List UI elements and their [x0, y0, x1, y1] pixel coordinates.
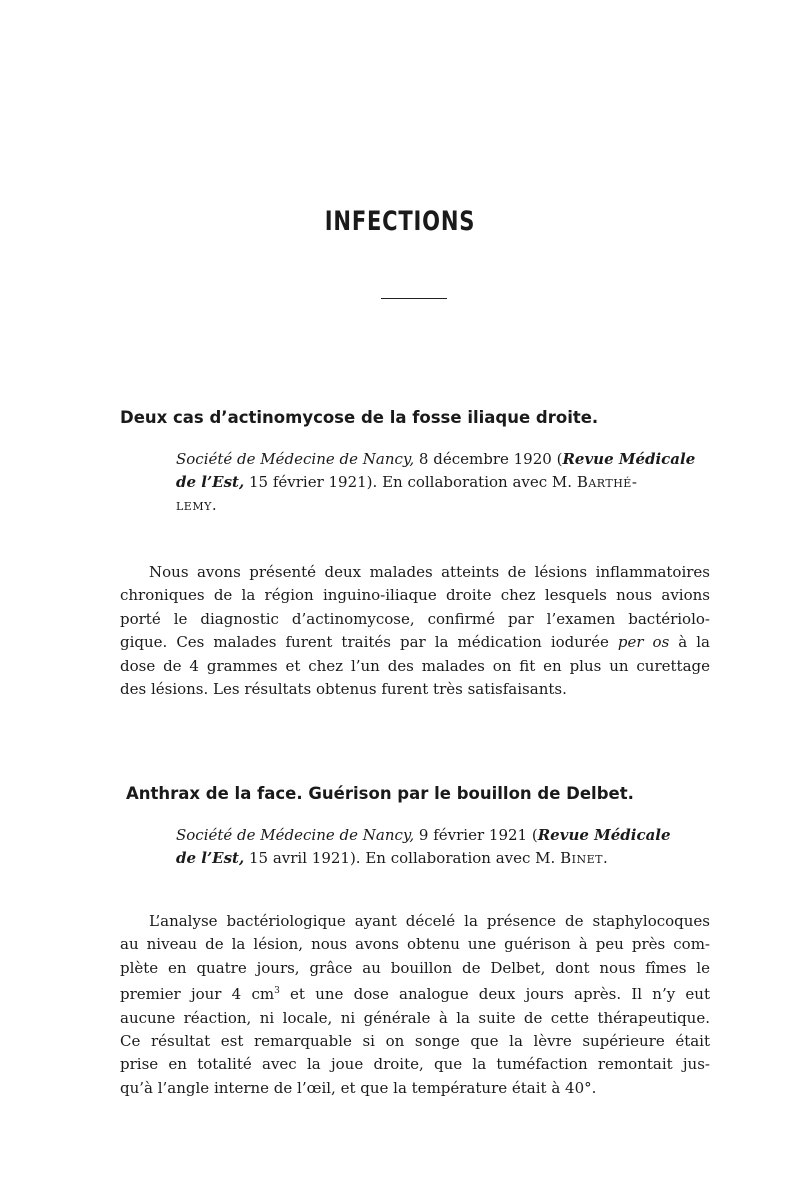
body-line: dose de 4 grammes et chez l’un des malades on fit en plus un curettage	[120, 656, 710, 675]
citation-society: Société de Médecine de Nancy,	[176, 826, 415, 844]
body-line: plète en quatre jours, grâce au bouillon de Delbet, dont nous fîmes le	[120, 958, 710, 977]
body-line: porté le diagnostic d’actinomycose, confirmé par l’examen bactériolo-	[120, 609, 710, 628]
body-line-part: premier jour 4 cm	[120, 985, 275, 1004]
page-title: INFECTIONS	[324, 206, 476, 237]
citation-author-cont: lemy.	[176, 496, 218, 514]
body-line-italic: per os	[617, 633, 670, 652]
body-line: au niveau de la lésion, nous avons obtenu une guérison à peu près com-	[120, 935, 710, 954]
citation-journal-cont: de l’Est,	[176, 473, 245, 491]
body-line	[120, 631, 710, 654]
citation-date-published: 15 février 1921). En collaboration avec M.	[244, 473, 577, 491]
body-line-part: et une dose analogue deux jours après. Il n’y eut	[279, 985, 710, 1004]
citation-journal-cont: de l’Est,	[176, 849, 245, 867]
section-heading: Anthrax de la face. Guérison par le bouillon de Delbet.	[126, 784, 634, 803]
citation-author: Barthé-	[576, 473, 638, 491]
body-line: prise en totalité avec la joue droite, que la tuméfaction remontait jus-	[120, 1055, 710, 1074]
citation-date-published: 15 avril 1921). En collaboration avec M.	[244, 849, 561, 867]
body-line-part: gique. Ces malades furent traités par la médication iodurée	[120, 633, 618, 652]
body-line: Ce résultat est remarquable si on songe que la lèvre supérieure était	[120, 1032, 710, 1051]
citation-journal: Revue Médicale	[562, 450, 696, 468]
section-citation	[120, 448, 710, 517]
body-line: qu’à l’angle interne de l’œil, et que la température était à 40°.	[120, 1078, 597, 1097]
section-actinomycose	[120, 406, 710, 701]
body-line: des lésions. Les résultats obtenus furent très satisfaisants.	[120, 680, 567, 699]
body-line: L’analyse bactériologique ayant décelé la présence de staphylocoques	[149, 912, 710, 930]
citation-journal: Revue Médicale	[537, 826, 671, 844]
body-line: aucune réaction, ni locale, ni générale à la suite de cette thérapeutique.	[120, 1008, 710, 1027]
body-line: Nous avons présenté deux malades atteints de lésions inflammatoires	[149, 563, 710, 581]
citation-society: Société de Médecine de Nancy,	[176, 450, 415, 468]
section-body	[120, 910, 710, 1100]
citation-date: 9 février 1921 (	[414, 826, 538, 844]
body-line-part: à la	[669, 633, 710, 652]
title-divider	[381, 298, 447, 299]
body-line-superscript: 3	[274, 986, 280, 997]
body-line: chroniques de la région inguino-iliaque droite chez lesquels nous avions	[120, 586, 710, 605]
section-anthrax	[120, 782, 710, 1100]
section-body	[120, 561, 710, 701]
section-heading: Deux cas d’actinomycose de la fosse iliaque droite.	[120, 408, 599, 427]
body-line	[120, 980, 710, 1006]
citation-author: Binet.	[560, 849, 609, 867]
citation-date: 8 décembre 1920 (	[414, 450, 563, 468]
section-citation	[120, 824, 710, 870]
